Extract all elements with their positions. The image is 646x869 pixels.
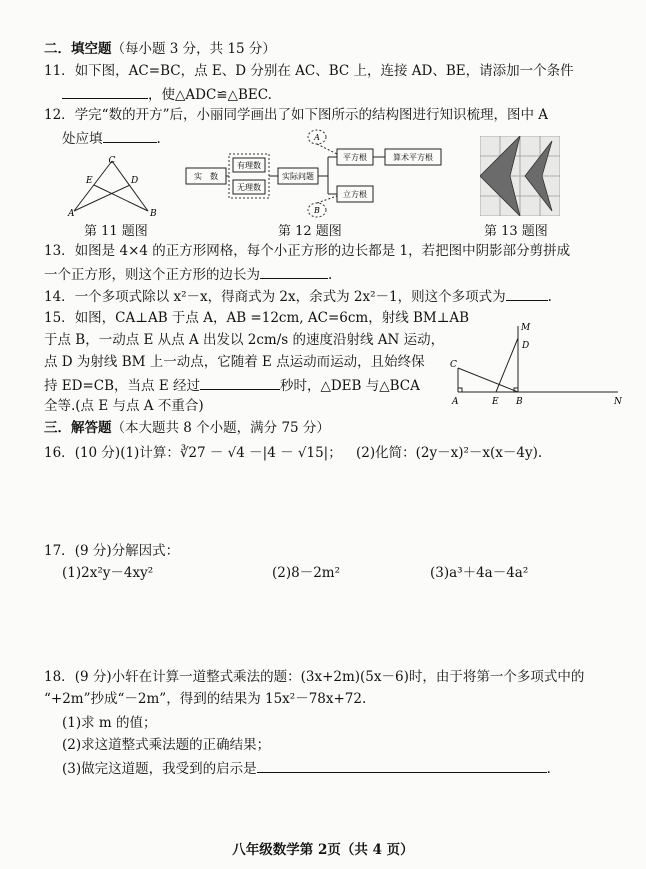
fig15-label-c: C bbox=[450, 360, 457, 370]
q12-suffix: . bbox=[156, 131, 161, 147]
q18-sub1: (1)求 m 的值； bbox=[62, 715, 157, 731]
fig12-label-b: B bbox=[314, 206, 320, 215]
fig12-box-irrational: 无理数 bbox=[237, 183, 261, 192]
q13-line2 bbox=[44, 264, 332, 284]
q12-prefix: 处应填 bbox=[62, 131, 103, 147]
fig15-label-n: N bbox=[614, 397, 622, 407]
q15-answer-blank[interactable] bbox=[200, 375, 280, 390]
section-3-header bbox=[44, 419, 330, 437]
q11-text: 如下图，AC=BC，点 E、D 分别在 AC、BC 上，连接 AD、BE，请添加一个条件 bbox=[74, 63, 574, 79]
q15-line1 bbox=[44, 309, 469, 327]
fig15-label-e: E bbox=[492, 397, 499, 407]
fig11-label-a: A bbox=[68, 209, 75, 217]
q15-text-1: 如图，CA⊥AB 于点 A，AB =12cm, AC=6cm，射线 BM⊥AB bbox=[74, 310, 470, 326]
section-2-heading: 二．填空题 bbox=[44, 41, 112, 57]
q11-answer-blank[interactable] bbox=[62, 84, 148, 99]
q17-part2: (2)8－2m² bbox=[272, 565, 341, 581]
q15-suffix: 秒时，△DEB 与△BCA bbox=[279, 378, 420, 394]
q18-line2: “+2m”抄成“－2m”，得到的结果为 15x²－78x+72. bbox=[44, 691, 367, 707]
q16-number: 16． bbox=[44, 445, 75, 461]
q14-line bbox=[44, 286, 552, 306]
q13-text: 如图是 4×4 的正方形网格，每个小正方形的边长都是 1，若把图中阴影部分剪拼成 bbox=[74, 243, 571, 259]
q11-line2 bbox=[62, 84, 272, 104]
section-3-note: （本大题共 8 个小题，满分 75 分） bbox=[111, 420, 330, 436]
fig12-box-rational: 有理数 bbox=[237, 161, 261, 170]
fig12-label-a: A bbox=[314, 133, 320, 142]
figure-11 bbox=[66, 155, 158, 217]
fig13-caption: 第 13 题图 bbox=[484, 224, 548, 239]
fig11-label-e: E bbox=[86, 176, 93, 186]
fig12-caption: 第 12 题图 bbox=[278, 224, 342, 239]
q13-number: 13． bbox=[44, 243, 75, 259]
fig12-box-cbrt: 立方根 bbox=[343, 190, 367, 199]
fig15-label-m: M bbox=[521, 323, 531, 333]
fig12-box-real: 实 数 bbox=[194, 172, 218, 181]
q18-sub3 bbox=[62, 758, 551, 778]
page-footer: 八年级数学第 2页（共 4 页） bbox=[232, 842, 414, 858]
section-2-header bbox=[44, 40, 276, 58]
fig12-box-arith: 算术平方根 bbox=[393, 153, 433, 162]
figure-12 bbox=[182, 128, 457, 220]
q17-part3: (3)a³＋4a－4a² bbox=[430, 565, 529, 581]
q13-prefix: 一个正方形，则这个正方形的边长为 bbox=[44, 267, 260, 283]
q15-line4 bbox=[44, 375, 420, 395]
q15-line3: 点 D 为射线 BM 上一动点，它随着 E 点运动而运动，且始终保 bbox=[44, 354, 425, 370]
q18-text-1: (9 分)小轩在计算一道整式乘法的题：(3x+2m)(5x－6)时，由于将第一个多项式中的 bbox=[74, 669, 585, 685]
q13-suffix: . bbox=[328, 267, 333, 283]
fig12-box-sqrt: 平方根 bbox=[343, 153, 367, 162]
q15-prefix: 持 ED=CB，当点 E 经过 bbox=[44, 378, 200, 394]
q15-line2: 于点 B，一动点 E 从点 A 出发以 2cm/s 的速度沿射线 AN 运动， bbox=[44, 332, 445, 348]
q16-part2: (2)化简：(2y－x)²－x(x－4y). bbox=[356, 445, 543, 461]
section-2-note: （每小题 3 分，共 15 分） bbox=[111, 41, 276, 57]
q17-head: (9 分)分解因式： bbox=[74, 543, 180, 559]
q11-number: 11． bbox=[44, 63, 75, 79]
q12-text: 学完“数的开方”后，小丽同学画出了如下图所示的结构图进行知识梳理，图中 A bbox=[74, 107, 549, 123]
q12-answer-blank[interactable] bbox=[103, 128, 157, 143]
q14-number: 14． bbox=[44, 289, 75, 305]
q18-sub3-prefix: (3)做完这道题，我受到的启示是 bbox=[62, 761, 257, 777]
q14-suffix: . bbox=[547, 289, 552, 305]
figure-15 bbox=[448, 318, 628, 408]
q11-line1 bbox=[44, 62, 574, 80]
q13-line1 bbox=[44, 242, 570, 260]
q18-number: 18． bbox=[44, 669, 75, 685]
q15-line5: 全等.(点 E 与点 A 不重合) bbox=[44, 398, 204, 414]
q18-line1 bbox=[44, 668, 584, 686]
fig15-label-d: D bbox=[522, 341, 530, 351]
q17-part1: (1)2x²y－4xy² bbox=[62, 565, 154, 581]
q14-text: 一个多项式除以 x²－x，得商式为 2x，余式为 2x²－1，则这个多项式为 bbox=[74, 289, 506, 305]
figure-13 bbox=[480, 136, 560, 216]
fig11-caption: 第 11 题图 bbox=[84, 224, 148, 239]
q16-part1 bbox=[44, 444, 342, 462]
fig15-label-b: B bbox=[516, 397, 523, 407]
q12-number: 12． bbox=[44, 107, 75, 123]
fig11-label-d: D bbox=[131, 176, 139, 186]
q12-line2 bbox=[62, 128, 161, 148]
q18-sub2: (2)求这道整式乘法题的正确结果； bbox=[62, 737, 271, 753]
q16-part1-text: (10 分)(1)计算：∛27 － √4 －|4 － √15|； bbox=[74, 445, 342, 461]
q17-number: 17． bbox=[44, 543, 75, 559]
section-3-heading: 三．解答题 bbox=[44, 420, 112, 436]
q15-number: 15． bbox=[44, 310, 75, 326]
q11-suffix: ，使△ADC≌△BEC. bbox=[148, 87, 272, 103]
fig12-box-practical: 实际问题 bbox=[282, 172, 314, 181]
fig15-label-a: A bbox=[452, 397, 459, 407]
fig11-label-c: C bbox=[108, 156, 116, 166]
q13-answer-blank[interactable] bbox=[260, 264, 328, 279]
q17-header bbox=[44, 542, 179, 560]
q18-answer-blank[interactable] bbox=[257, 758, 547, 773]
q12-line1 bbox=[44, 106, 548, 124]
q18-sub3-suffix: . bbox=[546, 761, 551, 777]
fig11-label-b: B bbox=[150, 209, 157, 217]
q14-answer-blank[interactable] bbox=[506, 286, 548, 301]
